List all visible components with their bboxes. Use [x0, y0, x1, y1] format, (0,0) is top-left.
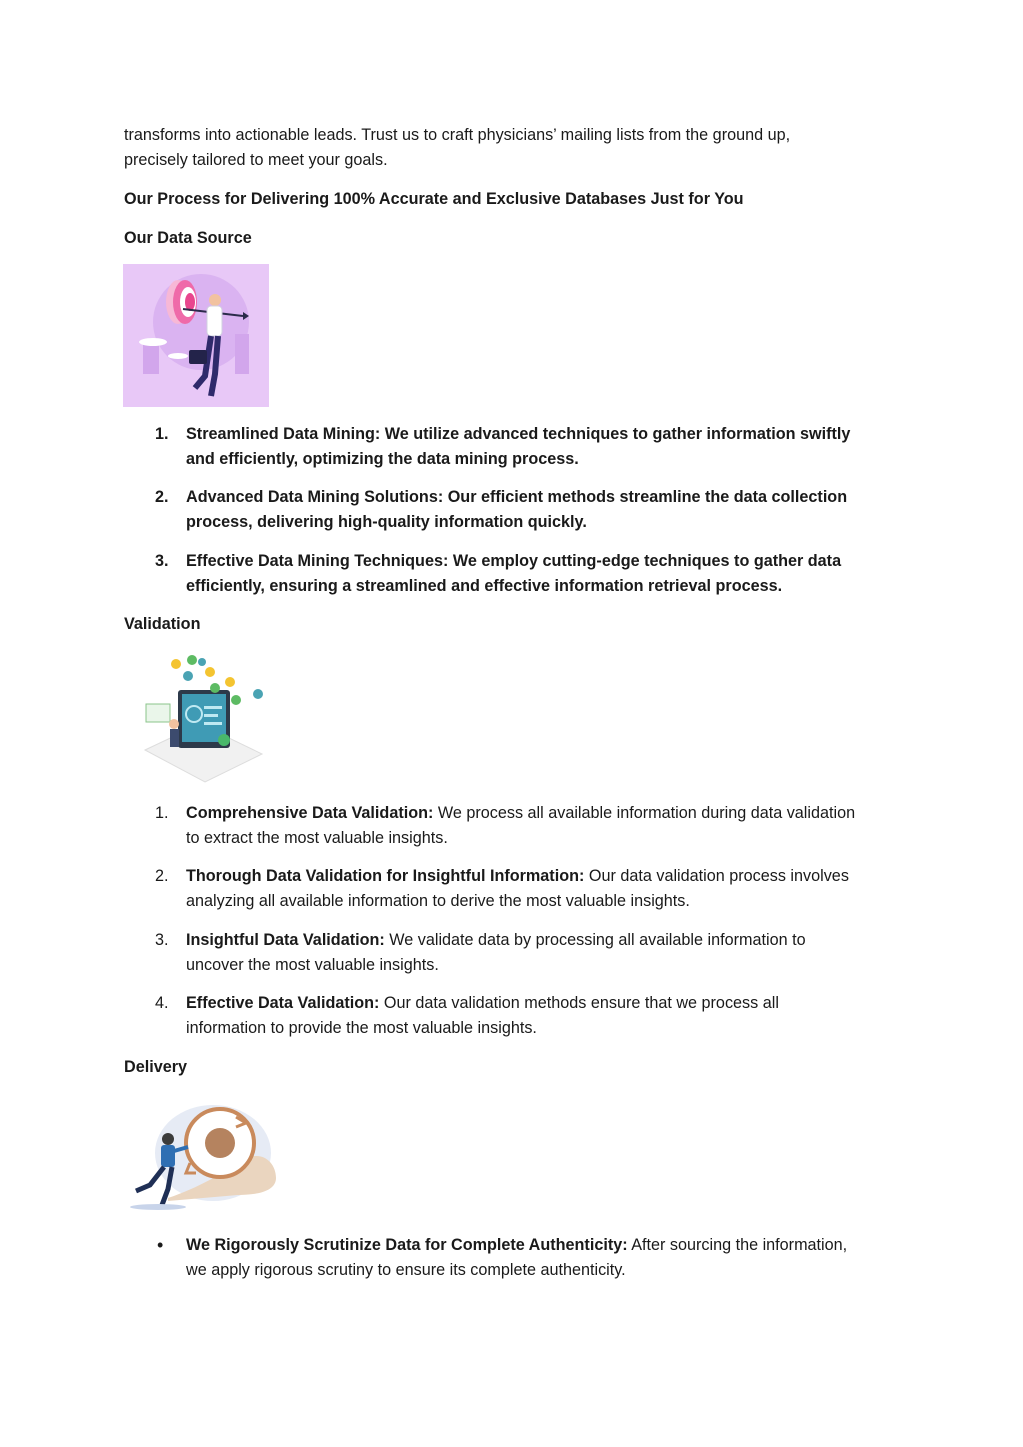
data-source-heading: Our Data Source [124, 229, 252, 247]
delivery-item-1-text: After sourcing the information, [627, 1236, 848, 1254]
validation-item-4-title: Effective Data Validation: [186, 994, 380, 1012]
list-number: 1. [155, 425, 169, 443]
source-item-1-line-2: and efficiently, optimizing the data mining process. [186, 450, 579, 468]
delivery-item-1-line-2: we apply rigorous scrutiny to ensure its complete authenticity. [186, 1261, 626, 1279]
delivery-heading: Delivery [124, 1058, 187, 1076]
validation-item-1-title: Comprehensive Data Validation: [186, 804, 434, 822]
validation-item-3-line-2: uncover the most valuable insights. [186, 956, 439, 974]
list-number: 4. [155, 994, 169, 1012]
validation-item-3-title: Insightful Data Validation: [186, 931, 385, 949]
validation-item-4-line-2: information to provide the most valuable insights. [186, 1019, 537, 1037]
validation-item-2-text: Our data validation process involves [584, 867, 849, 885]
intro-line-1: transforms into actionable leads. Trust us to craft physicians’ mailing lists from the ground up, [124, 126, 791, 144]
list-number: 2. [155, 488, 169, 506]
intro-line-2: precisely tailored to meet your goals. [124, 151, 388, 169]
cycle-push-illustration [128, 1103, 278, 1213]
process-heading: Our Process for Delivering 100% Accurate and Exclusive Databases Just for You [124, 190, 744, 208]
bullet-marker: • [157, 1235, 164, 1255]
validation-item-1-text: We process all available information during data validation [433, 804, 856, 822]
target-archer-illustration [123, 264, 269, 407]
intro-paragraph [124, 123, 904, 173]
delivery-item-1-title: We Rigorously Scrutinize Data for Complete Authenticity: [186, 1236, 628, 1254]
validation-item-3-text: We validate data by processing all available information to [384, 931, 806, 949]
validation-item-2-title: Thorough Data Validation for Insightful Information: [186, 867, 585, 885]
validation-item-1-line-2: to extract the most valuable insights. [186, 829, 448, 847]
validation-item-4-text: Our data validation methods ensure that we process all [379, 994, 779, 1012]
source-item-3-line-2: efficiently, ensuring a streamlined and effective information retrieval process. [186, 577, 783, 595]
list-number: 2. [155, 867, 169, 885]
list-number: 3. [155, 552, 169, 570]
list-number: 1. [155, 804, 169, 822]
source-item-2-line-1: Advanced Data Mining Solutions: Our efficient methods streamline the data collection [186, 488, 848, 506]
source-item-3-line-1: Effective Data Mining Techniques: We employ cutting-edge techniques to gather data [186, 552, 842, 570]
source-item-2-line-2: process, delivering high-quality information quickly. [186, 513, 587, 531]
list-number: 3. [155, 931, 169, 949]
validation-heading: Validation [124, 615, 201, 633]
source-item-1-line-1: Streamlined Data Mining: We utilize advanced techniques to gather information swiftly [186, 425, 851, 443]
validation-item-2-line-2: analyzing all available information to derive the most valuable insights. [186, 892, 690, 910]
data-dashboard-illustration [140, 652, 270, 786]
